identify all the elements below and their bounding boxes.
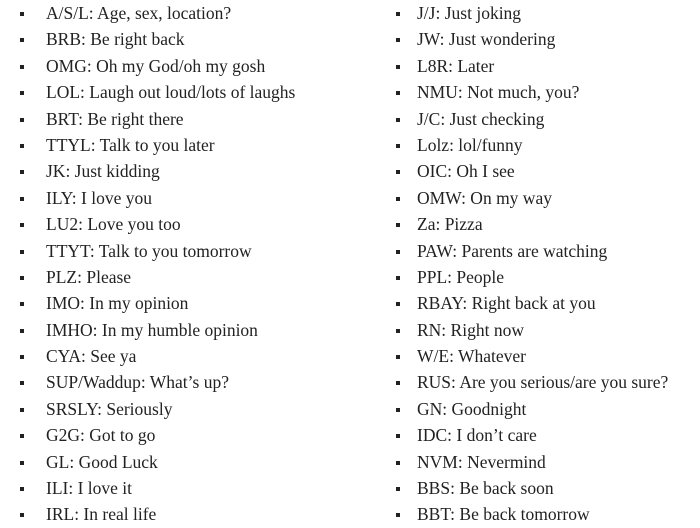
acronym-list-item xyxy=(380,396,700,422)
bullet-icon xyxy=(396,223,400,227)
acronym-list-item xyxy=(380,53,700,79)
acronym-definition: GL: Good Luck xyxy=(46,451,158,472)
acronym-definition: LU2: Love you too xyxy=(46,214,181,235)
bullet-icon xyxy=(396,381,400,385)
bullet-icon xyxy=(20,381,24,385)
acronym-definition: J/J: Just joking xyxy=(417,3,522,23)
bullet-icon xyxy=(20,144,24,148)
bullet-icon xyxy=(20,118,24,122)
bullet-icon xyxy=(20,12,24,16)
acronym-definition: PLZ: Please xyxy=(46,266,132,287)
acronym-list-item xyxy=(380,501,700,527)
acronym-list-item xyxy=(0,26,385,52)
acronym-list-item xyxy=(0,422,385,448)
acronym-list-item xyxy=(0,106,385,132)
acronym-list-item xyxy=(380,79,700,105)
bullet-icon xyxy=(396,487,400,491)
bullet-icon xyxy=(20,408,24,412)
acronym-definition: RUS: Are you serious/are you sure? xyxy=(417,372,669,393)
acronym-definition: GN: Goodnight xyxy=(417,398,527,419)
acronym-definition: CYA: See ya xyxy=(46,346,137,367)
bullet-icon xyxy=(396,65,400,69)
acronym-definition: BRT: Be right there xyxy=(46,108,184,129)
acronym-list-item xyxy=(0,501,385,527)
acronym-definition: OIC: Oh I see xyxy=(417,161,515,182)
acronym-definition: BBT: Be back tomorrow xyxy=(417,504,590,525)
right-acronym-column xyxy=(380,0,700,528)
bullet-icon xyxy=(20,65,24,69)
acronym-definition: SUP/Waddup: What’s up? xyxy=(46,372,229,393)
bullet-icon xyxy=(396,170,400,174)
acronym-list-item xyxy=(380,158,700,184)
acronym-definition: RN: Right now xyxy=(417,319,524,340)
bullet-icon xyxy=(396,91,400,95)
acronym-list-item xyxy=(0,0,385,26)
acronym-definition: TTYL: Talk to you later xyxy=(46,134,215,155)
acronym-list-item xyxy=(380,0,700,26)
acronym-definition: RBAY: Right back at you xyxy=(417,293,596,314)
acronym-list-item xyxy=(0,264,385,290)
bullet-icon xyxy=(396,461,400,465)
bullet-icon xyxy=(20,276,24,280)
acronym-list-item xyxy=(0,238,385,264)
acronym-list-item xyxy=(0,449,385,475)
acronym-list-item xyxy=(0,396,385,422)
acronym-definition: BBS: Be back soon xyxy=(417,478,554,499)
acronym-list-item xyxy=(380,26,700,52)
acronym-definition: G2G: Got to go xyxy=(46,425,156,446)
acronym-list-item xyxy=(0,343,385,369)
bullet-icon xyxy=(20,197,24,201)
acronym-definition: IMHO: In my humble opinion xyxy=(46,319,258,340)
acronym-list-item xyxy=(0,132,385,158)
bullet-icon xyxy=(396,38,400,42)
bullet-icon xyxy=(20,487,24,491)
acronym-definition: BRB: Be right back xyxy=(46,29,185,50)
acronym-list-item xyxy=(380,211,700,237)
acronym-definition: ILY: I love you xyxy=(46,187,152,208)
acronym-list-item xyxy=(380,343,700,369)
bullet-icon xyxy=(396,408,400,412)
acronym-definition: W/E: Whatever xyxy=(417,346,526,367)
bullet-icon xyxy=(396,302,400,306)
acronym-definition: L8R: Later xyxy=(417,55,495,76)
bullet-icon xyxy=(20,355,24,359)
acronym-definition: A/S/L: Age, sex, location? xyxy=(46,3,232,23)
acronym-list-item xyxy=(380,369,700,395)
bullet-icon xyxy=(20,223,24,227)
bullet-icon xyxy=(396,250,400,254)
acronym-definition: Lolz: lol/funny xyxy=(417,134,523,155)
acronym-list-item xyxy=(380,185,700,211)
bullet-icon xyxy=(20,91,24,95)
acronym-definition: J/C: Just checking xyxy=(417,108,545,129)
acronym-list-item xyxy=(0,185,385,211)
bullet-icon xyxy=(396,197,400,201)
acronym-definition: NMU: Not much, you? xyxy=(417,82,580,103)
acronym-list-item xyxy=(0,79,385,105)
acronym-definition: ILI: I love it xyxy=(46,478,133,499)
acronym-list-item xyxy=(380,290,700,316)
bullet-icon xyxy=(396,144,400,148)
acronym-list-item xyxy=(380,317,700,343)
acronym-list-item xyxy=(0,158,385,184)
acronym-list-item xyxy=(380,238,700,264)
acronym-list-item xyxy=(0,317,385,343)
bullet-icon xyxy=(20,302,24,306)
acronym-definition: OMG: Oh my God/oh my gosh xyxy=(46,55,266,76)
acronym-definition: JW: Just wondering xyxy=(417,29,556,50)
bullet-icon xyxy=(20,513,24,517)
acronym-definition: PAW: Parents are watching xyxy=(417,240,608,261)
bullet-icon xyxy=(396,118,400,122)
bullet-icon xyxy=(20,434,24,438)
acronym-definition: IRL: In real life xyxy=(46,504,157,525)
acronym-definition: SRSLY: Seriously xyxy=(46,398,173,419)
acronym-definition: Za: Pizza xyxy=(417,214,483,235)
acronym-list-item xyxy=(380,132,700,158)
bullet-icon xyxy=(396,12,400,16)
acronym-definition: IMO: In my opinion xyxy=(46,293,189,314)
bullet-icon xyxy=(396,434,400,438)
bullet-icon xyxy=(20,461,24,465)
bullet-icon xyxy=(396,355,400,359)
acronym-list-item xyxy=(380,422,700,448)
acronym-list-item xyxy=(0,369,385,395)
bullet-icon xyxy=(20,250,24,254)
acronym-list-item xyxy=(0,53,385,79)
bullet-icon xyxy=(396,329,400,333)
bullet-icon xyxy=(396,513,400,517)
acronym-list-item xyxy=(380,106,700,132)
acronym-list-item xyxy=(0,475,385,501)
bullet-icon xyxy=(20,329,24,333)
acronym-list-item xyxy=(380,264,700,290)
acronym-list-item xyxy=(380,475,700,501)
bullet-icon xyxy=(20,170,24,174)
acronym-list-item xyxy=(0,211,385,237)
acronym-definition: PPL: People xyxy=(417,266,505,287)
bullet-icon xyxy=(20,38,24,42)
acronym-definition: TTYT: Talk to you tomorrow xyxy=(46,240,252,261)
acronym-definition: LOL: Laugh out loud/lots of laughs xyxy=(46,82,296,103)
acronym-list-item xyxy=(0,290,385,316)
acronym-definition: OMW: On my way xyxy=(417,187,552,208)
acronym-definition: JK: Just kidding xyxy=(46,161,160,182)
acronym-definition: NVM: Nevermind xyxy=(417,451,546,472)
acronym-definition: IDC: I don’t care xyxy=(417,425,537,446)
bullet-icon xyxy=(396,276,400,280)
acronym-list-item xyxy=(380,449,700,475)
